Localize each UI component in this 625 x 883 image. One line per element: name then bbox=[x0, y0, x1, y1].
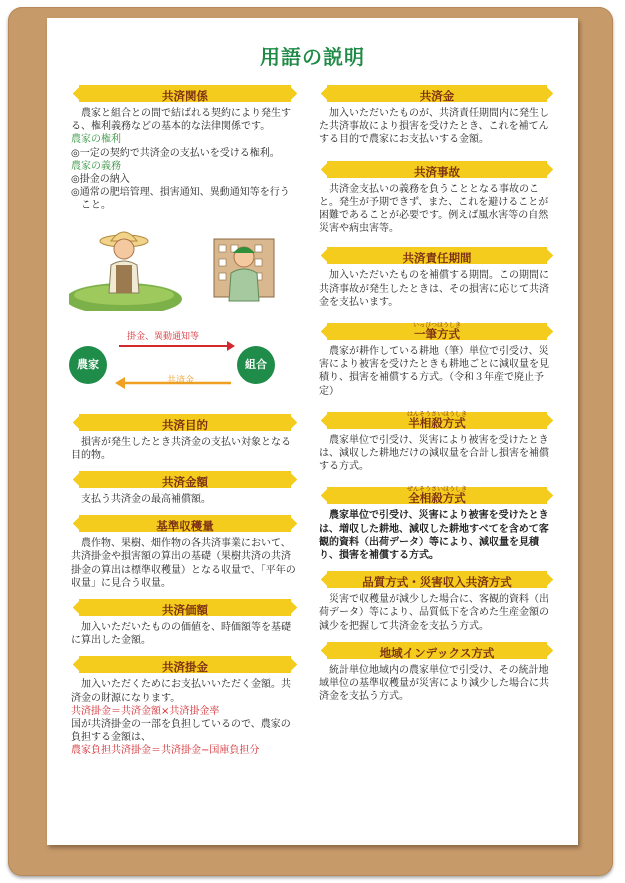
document-sheet bbox=[47, 18, 578, 845]
farmer-and-staff-illustration bbox=[69, 221, 301, 311]
kyosai-kakekin-body-2: 国が共済掛金の一部を負担しているので、農家の負担する金額は、 bbox=[71, 719, 291, 744]
bottom-arrow-label: 共済金 bbox=[167, 375, 195, 386]
farmer-rights-item: ◎一定の契約で共済金の支払いを受ける権利。 bbox=[71, 147, 280, 159]
ruby-zensoukai: ぜんそうさいほうしき bbox=[406, 486, 468, 494]
farmer-duties-item-1: ◎掛金の納入 bbox=[71, 174, 130, 186]
arrow-right-icon bbox=[119, 341, 235, 351]
farmer-circle: 農家 bbox=[69, 346, 107, 384]
farmer-duties-label: 農家の義務 bbox=[71, 160, 121, 172]
heading-kyosai-kakekin: 共済掛金 bbox=[69, 656, 301, 673]
heading-zensoukai: ぜんそうさいほうしき 全相殺方式 bbox=[317, 487, 557, 504]
kijun-shukakuryo-body: 農作物、果樹、畑作物の各共済事業において、共済掛金や損害額の算出の基礎（果樹共済の共済掛金の算出は標準収穫量）となる収量で、「平年の収量」に見合う収量。 bbox=[71, 538, 296, 589]
heading-kyosai-kingaku: 共済金額 bbox=[69, 471, 301, 488]
formula-farmer-share: 農家負担共済掛金＝共済掛金−国庫負担分 bbox=[71, 745, 260, 757]
kyosai-mokuteki-body: 損害が発生したとき共済金の支払い対象となる目的物。 bbox=[71, 436, 291, 461]
kyosai-sekinin-body: 加入いただいたものを補償する期間。この期間に共済事故が発生したときは、その損害に応じて共済金を支払います。 bbox=[319, 270, 549, 308]
hansoukai-body: 農家単位で引受け、災害により被害を受けたときは、減収した耕地だけの減収量を合計し損害を補償する方式。 bbox=[319, 434, 549, 473]
heading-kyosai-kagaku: 共済価額 bbox=[69, 599, 301, 616]
heading-kyosaikin: 共済金 bbox=[317, 85, 557, 102]
kyosai-kingaku-body: 支払う共済金の最高補償額。 bbox=[81, 494, 211, 506]
kyosai-kagaku-body: 加入いただいたものの価値を、時価額等を基礎に算出した金額。 bbox=[71, 622, 291, 647]
right-column bbox=[317, 76, 557, 703]
kyosai-kakekin-body: 加入いただくためにお支払いいただく金額。共済金の財源になります。 bbox=[71, 679, 291, 704]
illustration bbox=[69, 221, 301, 311]
kyosai-jiko-body: 共済金支払いの義務を負うこととなる事故のこと。発生が予期できず、また、これを避けることが困難であることが必要です。例えば風水害等の自然災害や病虫害等。 bbox=[319, 183, 549, 235]
union-circle: 組合 bbox=[237, 346, 275, 384]
farmer-rights-label: 農家の権利 bbox=[71, 134, 121, 146]
top-arrow-label: 掛金、異動通知等 bbox=[127, 331, 200, 342]
heading-kyosai-kankei: 共済関係 bbox=[69, 85, 301, 102]
kyosaikin-body: 加入いただいたものが、共済責任期間内に発生した共済事故により損害を受けたとき、これを補てんする目的で農家にお支払いする金額。 bbox=[319, 108, 549, 146]
formula-kakekin: 共済掛金＝共済金額×共済掛金率 bbox=[71, 705, 220, 717]
left-column bbox=[69, 76, 301, 758]
heading-kyosai-jiko: 共済事故 bbox=[317, 161, 557, 178]
chiiki-body: 統計単位地域内の農家単位で引受け、その統計地域単位の基準収穫量が災害により減少した場合に共済金を支払う方式。 bbox=[319, 664, 549, 703]
heading-hinshitsu: 品質方式・災害収入共済方式 bbox=[317, 571, 557, 588]
ruby-hansoukai: はんそうさいほうしき bbox=[406, 410, 468, 418]
zensoukai-body: 農家単位で引受け、災害により被害を受けたときは、増収した耕地、減収した耕地すべてを含めて客観的資料（出荷データ）等により、減収量を見積り、損害を補償する方式。 bbox=[319, 510, 549, 562]
heading-chiiki: 地域インデックス方式 bbox=[317, 642, 557, 659]
ruby-ippitsu: いっぴつほうしき bbox=[412, 322, 462, 330]
heading-kyosai-sekinin: 共済責任期間 bbox=[317, 247, 557, 264]
heading-kyosai-mokuteki: 共済目的 bbox=[69, 414, 301, 431]
page-title: 用語の説明 bbox=[260, 45, 365, 69]
ippitsu-body: 農家が耕作している耕地（筆）単位で引受け、災害により被害を受けたときも耕地ごとに減収量を見積り、損害を補償する方式。（令和３年産で廃止予定） bbox=[319, 346, 549, 397]
heading-hansoukai: はんそうさいほうしき 半相殺方式 bbox=[317, 412, 557, 429]
hinshitsu-body: 災害で収穫量が減少した場合に、客観的資料（出荷データ）等により、品質低下を含めた生産金額の減少を把握して共済金を支払う方式。 bbox=[319, 594, 549, 632]
relationship-diagram bbox=[69, 325, 301, 405]
kyosai-kankei-body: 農家と組合との間で結ばれる契約により発生する、権利義務などの基本的な法律関係です。 bbox=[71, 108, 291, 133]
heading-kijun-shukakuryo: 基準収穫量 bbox=[69, 515, 301, 532]
farmer-duties-item-2: ◎通常の肥培管理、損害通知、異動通知等を行うこと。 bbox=[71, 187, 290, 212]
heading-ippitsu: いっぴつほうしき 一筆方式 bbox=[317, 323, 557, 340]
